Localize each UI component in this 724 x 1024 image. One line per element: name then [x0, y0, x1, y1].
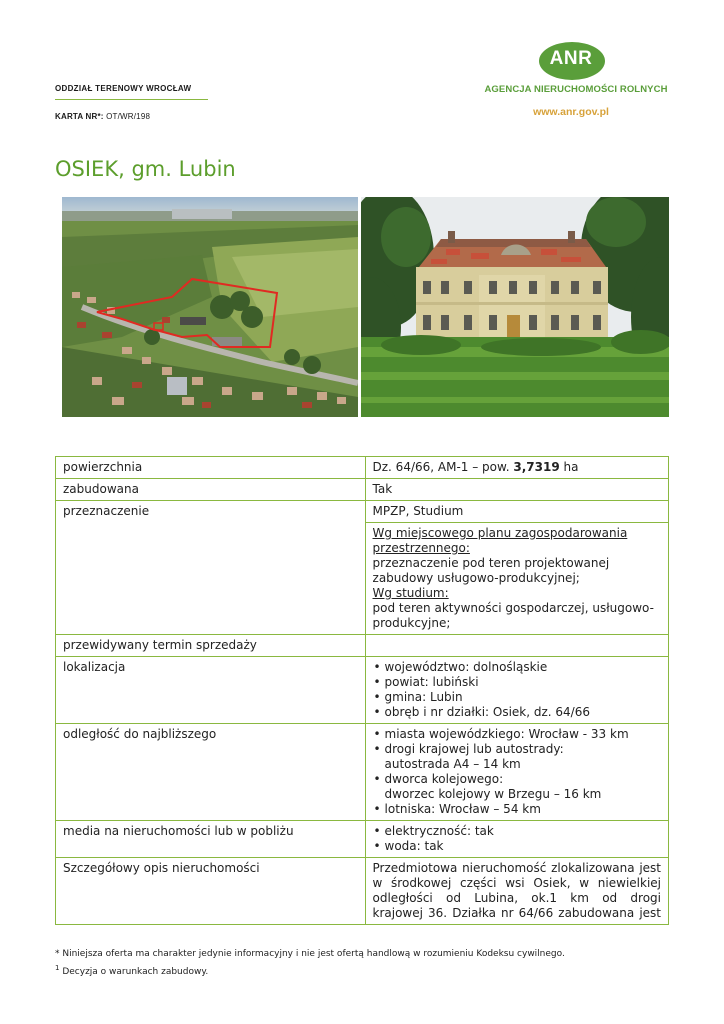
utilities-value	[365, 821, 668, 858]
list-item-sub: autostrada A4 – 14 km	[384, 757, 521, 771]
area-value-unit: ha	[559, 460, 579, 474]
logo-website: www.anr.gov.pl	[533, 106, 609, 118]
purpose-label: przeznaczenie	[56, 501, 366, 635]
area-value-prefix: Dz. 64/66, AM-1 – pow.	[372, 460, 514, 474]
aerial-photo	[62, 197, 358, 417]
distance-list	[373, 727, 661, 817]
list-item: • województwo: dolnośląskie	[373, 660, 661, 675]
plan-text: przeznaczenie pod teren projektowanej zabudowy usługowo-produkcyjnej;	[372, 556, 610, 585]
description-value	[365, 858, 668, 925]
footnote-mark: 1	[55, 964, 60, 972]
study-text: pod teren aktywności gospodarczej, usługowo-produkcyjne;	[372, 601, 654, 630]
description-label: Szczegółowy opis nieruchomości	[56, 858, 366, 925]
utilities-label: media na nieruchomości lub w pobliżu	[56, 821, 366, 858]
description-line: Przedmiotowa nieruchomość zlokalizowana jest	[372, 861, 661, 875]
logo-abbr: ANR	[549, 48, 593, 69]
title-municipality: gm. Lubin	[131, 157, 236, 181]
header-divider	[55, 99, 208, 100]
card-label: KARTA NR*:	[55, 112, 104, 121]
card-number	[55, 112, 207, 121]
utilities-list	[373, 824, 661, 854]
location-value	[365, 657, 668, 724]
logo-agency-name: AGENCJA NIERUCHOMOŚCI ROLNYCH	[484, 84, 668, 95]
built-label: zabudowana	[56, 479, 366, 501]
table-row-utilities	[56, 821, 669, 858]
list-item: • gmina: Lubin	[373, 690, 661, 705]
table-row-area	[56, 457, 669, 479]
study-heading: Wg studium:	[372, 586, 449, 600]
manor-photo-image	[361, 197, 669, 417]
purpose-details	[365, 523, 668, 635]
list-item: • obręb i nr działki: Osiek, dz. 64/66	[373, 705, 661, 720]
sale-date-label: przewidywany termin sprzedaży	[56, 635, 366, 657]
description-line: w środkowej części wsi Osiek, w niewielkiej	[372, 876, 661, 890]
purpose-value: MPZP, Studium	[365, 501, 668, 523]
description-line: krajowej 36. Działka nr 64/66 zabudowana jest	[372, 906, 661, 920]
list-item	[373, 772, 661, 802]
list-item-text: drogi krajowej lub autostrady:	[384, 742, 564, 756]
manor-photo	[361, 197, 669, 417]
table-row-sale-date	[56, 635, 669, 657]
footnote-decision-text: Decyzja o warunkach zabudowy.	[59, 967, 209, 977]
list-item: • powiat: lubiński	[373, 675, 661, 690]
card-number-value: OT/WR/198	[103, 112, 151, 121]
footnote-disclaimer: * Niniejsza oferta ma charakter jedynie informacyjny i nie jest ofertą handlową w rozumieniu Kodeksu cywilnego.	[55, 949, 565, 959]
list-item: • miasta wojewódzkiego: Wrocław - 33 km	[373, 727, 661, 742]
aerial-photo-image	[62, 197, 358, 417]
table-row-purpose	[56, 501, 669, 523]
footnotes	[55, 947, 669, 979]
area-label: powierzchnia	[56, 457, 366, 479]
table-row-distance	[56, 724, 669, 821]
office-name: ODDZIAŁ TERENOWY WROCŁAW	[55, 84, 192, 93]
distance-value	[365, 724, 668, 821]
list-item: • lotniska: Wrocław – 54 km	[373, 802, 661, 817]
area-value-number: 3,7319	[513, 460, 560, 474]
list-item: • woda: tak	[373, 839, 661, 854]
office-header	[55, 84, 207, 121]
location-label: lokalizacja	[56, 657, 366, 724]
anr-logo	[476, 40, 676, 130]
description-line: odległości od Lubina, ok.1 km od drogi	[372, 891, 661, 905]
built-value: Tak	[365, 479, 668, 501]
area-value	[365, 457, 668, 479]
footnote-decision	[55, 961, 669, 979]
distance-label: odległość do najbliższego	[56, 724, 366, 821]
property-info-table	[55, 456, 669, 925]
list-item	[373, 742, 661, 772]
table-row-built	[56, 479, 669, 501]
list-item-text: dworca kolejowego:	[384, 772, 504, 786]
list-item-sub: dworzec kolejowy w Brzegu – 16 km	[384, 787, 602, 801]
plan-heading: Wg miejscowego planu zagospodarowania przestrzennego:	[372, 526, 628, 555]
list-item: • elektryczność: tak	[373, 824, 661, 839]
sale-date-value	[365, 635, 668, 657]
table-row-description	[56, 858, 669, 925]
title-place: OSIEK,	[55, 157, 125, 181]
page-title	[55, 157, 236, 181]
location-list	[373, 660, 661, 720]
table-row-location	[56, 657, 669, 724]
